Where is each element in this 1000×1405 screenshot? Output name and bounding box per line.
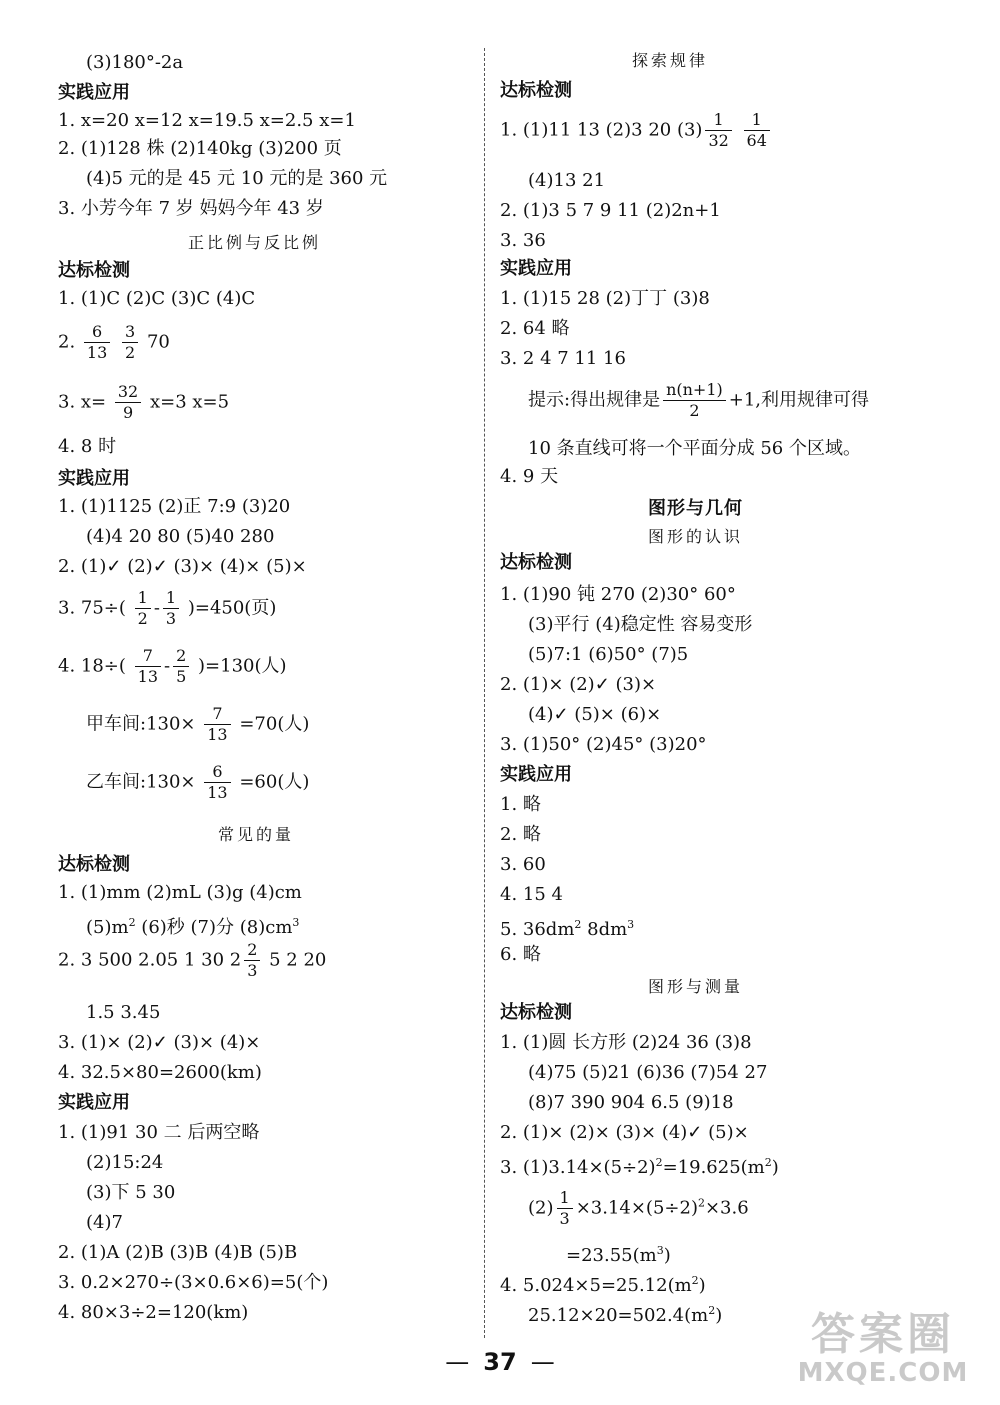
text-line-superscript: 4. $5.024\times 5=25.12(m^2)$ (500, 1274, 706, 1296)
line-prefix: 1. (1)11 13 (2)3 20 (3) (500, 119, 703, 141)
text-line: 10 条直线可将一个平面分成 56 个区域。 (528, 438, 861, 459)
text-line: (3)下 5 30 (86, 1182, 176, 1203)
fraction: $\frac{1}{32}$ (705, 110, 731, 151)
text-line-superscript: $25.12\times 20=502.4(m^2)$ (528, 1304, 723, 1326)
text-line-fractions (528, 380, 869, 421)
fraction: $\frac{1}{64}$ (744, 110, 770, 151)
text-line-fractions (86, 704, 309, 745)
text-line: 3. 36 (500, 230, 546, 251)
text-line: 3. (1)50° (2)45° (3)20° (500, 734, 707, 755)
section-heading: 实践应用 (58, 468, 130, 489)
line-suffix: =60(人) (239, 771, 310, 793)
text-line: 3. 60 (500, 854, 546, 875)
line-prefix: 3. 75÷( (58, 597, 126, 619)
text-line: 1. (1)圆 长方形 (2)24 36 (3)8 (500, 1032, 752, 1053)
text-line: (4)7 (86, 1212, 123, 1233)
text-line: 2. 64 略 (500, 318, 570, 339)
section-title: 探索规律 (632, 51, 709, 70)
section-heading: 达标检测 (500, 80, 572, 101)
text-line: (8)7 390 904 6.5 (9)18 (528, 1092, 734, 1113)
fraction: $\frac{1}{3}$ (557, 1188, 573, 1229)
fraction: $\frac{7}{13}$ (135, 646, 161, 687)
line-prefix: 提示:得出规律是 (528, 389, 661, 411)
fraction: $\frac{6}{13}$ (204, 762, 230, 803)
text-line-superscript: $=23.55(m^3)$ (566, 1244, 671, 1266)
text-line: (3)平行 (4)稳定性 容易变形 (528, 614, 753, 635)
line-suffix: 70 (146, 331, 170, 353)
section-title: 图形的认识 (648, 527, 744, 546)
text-line: (4)13 21 (528, 170, 606, 191)
line-suffix: +1,利用规律可得 (728, 389, 870, 411)
text-line: (4)75 (5)21 (6)36 (7)54 27 (528, 1062, 768, 1083)
text-line: 6. 略 (500, 944, 541, 965)
text-line: 2. (1)× (2)× (3)× (4)✓ (5)× (500, 1122, 749, 1143)
text-line: 1. (1)C (2)C (3)C (4)C (58, 288, 256, 309)
text-line: 2. (1)128 株 (2)140kg (3)200 页 (58, 138, 342, 159)
text-line: 2. (1)3 5 7 9 11 (2)2n+1 (500, 200, 721, 221)
fraction: $\frac{32}{9}$ (115, 382, 141, 423)
text-line: 1. (1)1125 (2)正 7:9 (3)20 (58, 496, 291, 517)
section-heading: 达标检测 (58, 260, 130, 281)
watermark-logo (788, 1311, 978, 1391)
dash-left: — (445, 1348, 470, 1376)
fraction: $\frac{6}{13}$ (84, 322, 110, 363)
text-line: 1. x=20 x=12 x=19.5 x=2.5 x=1 (58, 110, 356, 131)
line-suffix: )=450(页) (187, 597, 277, 619)
text-line: 3. 0.2×270÷(3×0.6×6)=5(个) (58, 1272, 329, 1293)
text-line: 1. (1)mm (2)mL (3)g (4)cm (58, 882, 302, 903)
text-line-fractions (86, 762, 309, 803)
line-suffix: 5 2 20 (269, 949, 327, 971)
text-line: 3. 小芳今年 7 岁 妈妈今年 43 岁 (58, 198, 324, 219)
dash-right: — (530, 1348, 555, 1376)
section-heading: 达标检测 (500, 1002, 572, 1023)
text-line-fractions (58, 382, 229, 423)
text-line: (3)180°-2a (86, 52, 184, 73)
section-heading: 达标检测 (500, 552, 572, 573)
text-line: 1. (1)90 钝 270 (2)30° 60° (500, 584, 736, 605)
text-line: 1. 略 (500, 794, 541, 815)
text-line: 4. 80×3÷2=120(km) (58, 1302, 249, 1323)
section-heading: 达标检测 (58, 854, 130, 875)
text-line: (4)✓ (5)× (6)× (528, 704, 662, 725)
text-line: 1. (1)15 28 (2)丁丁 (3)8 (500, 288, 710, 309)
text-line: (4)5 元的是 45 元 10 元的是 360 元 (86, 168, 388, 189)
watermark-bottom: MXQE.COM (797, 1358, 969, 1388)
text-line: 2. 略 (500, 824, 541, 845)
page-number-value: 37 (483, 1348, 517, 1376)
fraction: $\frac{3}{2}$ (122, 322, 138, 363)
text-line: 2. (1)✓ (2)✓ (3)× (4)× (5)× (58, 556, 307, 577)
text-line-fractions (58, 940, 326, 981)
text-line: 2. (1)× (2)✓ (3)× (500, 674, 657, 695)
section-title: 常见的量 (218, 825, 295, 844)
section-title: 图形与测量 (648, 977, 744, 996)
text-line: 4. 32.5×80=2600(km) (58, 1062, 262, 1083)
text-line: 2. (1)A (2)B (3)B (4)B (5)B (58, 1242, 298, 1263)
text-line-fractions: 3. 75÷( $\frac{1}{2}$ - $\frac{1}{3}$ )=450(页) (58, 588, 277, 628)
text-line-fractions: 4. 18÷( $\frac{7}{13}$ - $\frac{2}{5}$ )=130(人) (58, 646, 287, 686)
text-line: 1. (1)91 30 二 后两空略 (58, 1122, 260, 1143)
text-line: 4. 15 4 (500, 884, 563, 905)
text-line: 1.5 3.45 (86, 1002, 161, 1023)
fraction: $\frac{1}{3}$ (163, 588, 179, 629)
text-line-fractions (500, 110, 773, 151)
fraction: $\frac{1}{2}$ (135, 588, 151, 629)
section-heading: 实践应用 (58, 1092, 130, 1113)
section-heading: 实践应用 (500, 258, 572, 279)
text-line: (2)15:24 (86, 1152, 164, 1173)
fraction: $\frac{n(n+1)}{2}$ (663, 380, 726, 421)
line-suffix: )=130(人) (198, 655, 287, 677)
fraction: $\frac{7}{13}$ (204, 704, 230, 745)
line-prefix: 2. (58, 331, 76, 353)
section-title: 正比例与反比例 (188, 233, 322, 252)
line-prefix: 2. 3 500 2.05 1 30 2 (58, 949, 242, 971)
text-line-fractions: (2) $\frac{1}{3}$ $\times 3.14\times(5\div 2)^2\times 3.6$ (528, 1188, 749, 1228)
text-line: (4)4 20 80 (5)40 280 (86, 526, 275, 547)
section-title: 图形与几何 (648, 498, 743, 519)
text-line-superscript: 3. $(1)3.14\times(5\div 2)^2=19.625(m^2)$ (500, 1156, 779, 1178)
line-prefix: 4. 18÷( (58, 655, 126, 677)
line-prefix: 乙车间:130× (86, 771, 196, 793)
section-heading: 实践应用 (58, 82, 130, 103)
text-line: 4. 9 天 (500, 466, 559, 487)
text-line-superscript: 5. $36dm^2$ $8dm^3$ (500, 918, 635, 940)
text-line: 4. 8 时 (58, 436, 117, 457)
fraction: $\frac{2}{3}$ (244, 940, 260, 981)
text-line: 3. 2 4 7 11 16 (500, 348, 626, 369)
column-divider (484, 48, 485, 1338)
text-line: (5)7:1 (6)50° (7)5 (528, 644, 689, 665)
watermark-top: 答案圈 (811, 1309, 955, 1360)
line-suffix: =70(人) (239, 713, 310, 735)
line-prefix: 3. x= (58, 391, 107, 413)
text-line: 3. (1)× (2)✓ (3)× (4)× (58, 1032, 261, 1053)
fraction: $\frac{2}{5}$ (173, 646, 189, 687)
text-line-fractions (58, 322, 170, 363)
line-prefix: (2) (528, 1197, 554, 1219)
line-prefix: 甲车间:130× (86, 713, 196, 735)
text-line-superscript: $(5)m^2$ (6)秒 (7)分 $(8)cm^3$ (86, 916, 300, 938)
line-suffix: x=3 x=5 (149, 391, 230, 413)
section-heading: 实践应用 (500, 764, 572, 785)
